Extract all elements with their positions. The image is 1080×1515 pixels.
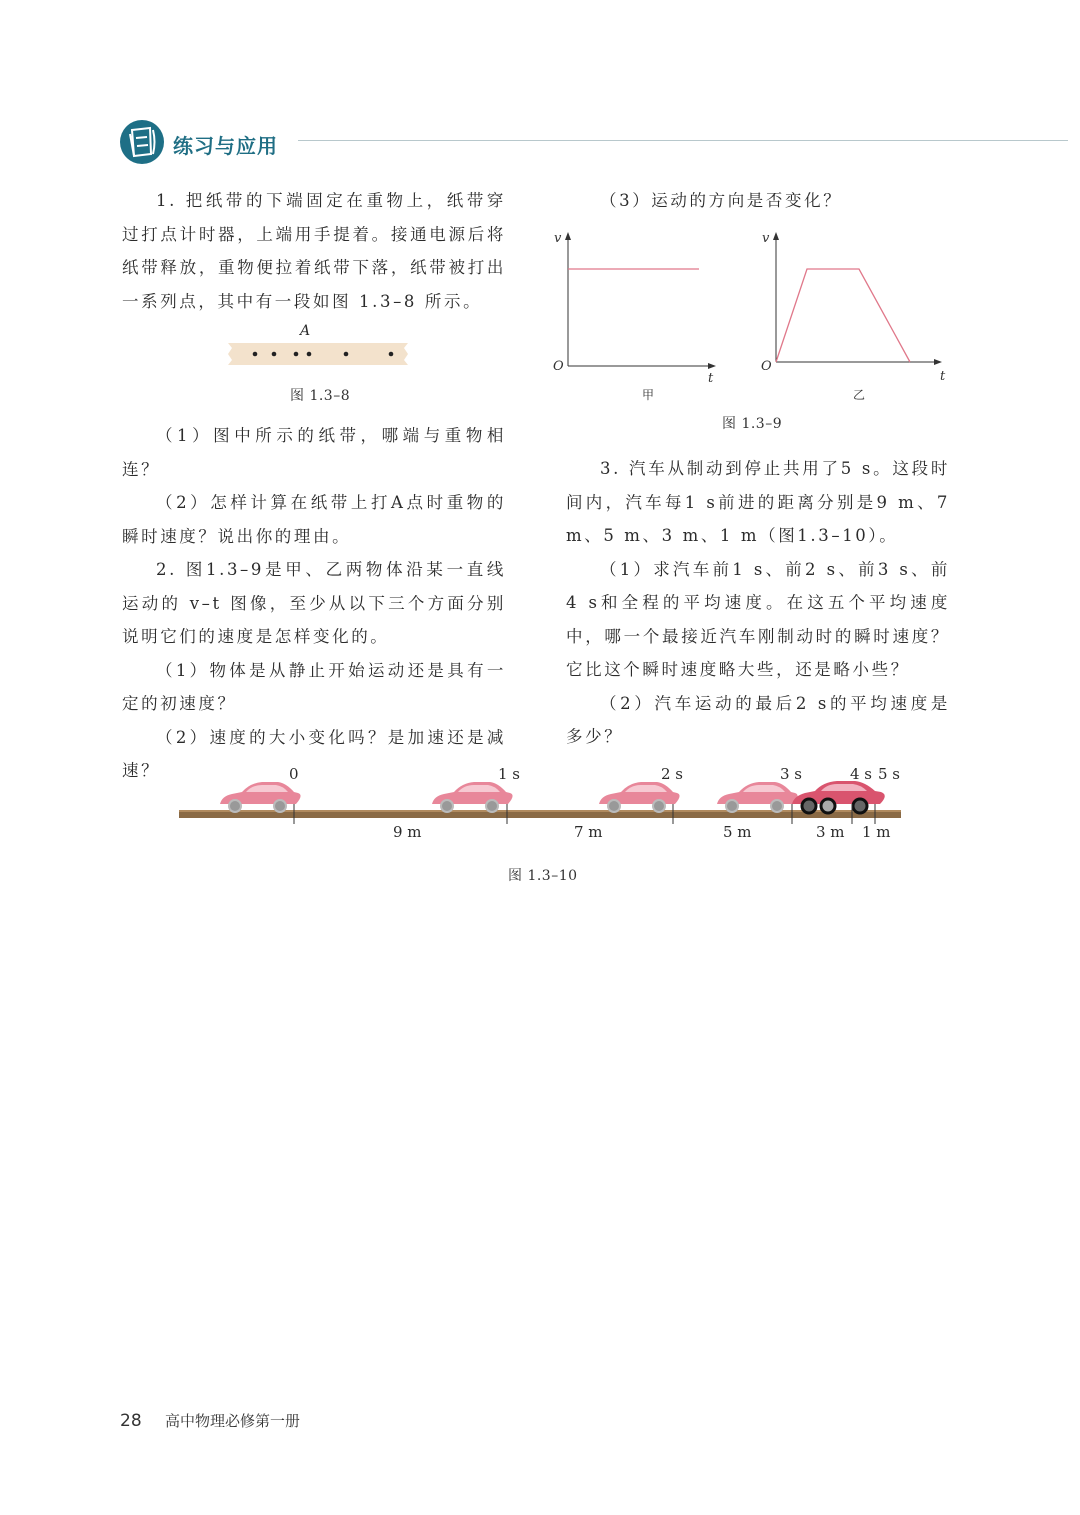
distance-label-3m: 3 m <box>816 823 845 841</box>
book-title: 高中物理必修第一册 <box>165 1412 301 1430</box>
graph-yi <box>760 228 950 392</box>
right-column-top <box>566 184 950 218</box>
tape-label-a: A <box>300 323 311 339</box>
time-label-0: 0 <box>289 765 299 783</box>
figure-1-3-10-caption: 图 1.3–10 <box>508 868 578 884</box>
exercise-book-icon <box>120 120 164 164</box>
svg-text:O: O <box>553 359 564 374</box>
question-3-text: 3. 汽车从制动到停止共用了5 s。这段时间内，汽车每1 s前进的距离分别是9 m、7 m、5 m、3 m、1 m（图1.3–10）。 <box>566 459 950 545</box>
question-2-sub-2: （2）速度的大小变化吗？是加速还是减速？ <box>122 727 506 780</box>
distance-label-7m: 7 m <box>574 823 603 841</box>
svg-text:t: t <box>708 371 714 386</box>
question-1-text: 1. 把纸带的下端固定在重物上，纸带穿过打点计时器，上端用手提着。接通电源后将纸带释放，重物便拉着纸带下落，纸带被打出一系列点，其中有一段如图 1.3–8 所示。 <box>122 191 506 311</box>
time-label-5s: 5 s <box>878 765 901 783</box>
distance-label-9m: 9 m <box>393 823 422 841</box>
figure-1-3-8-caption: 图 1.3–8 <box>290 388 351 404</box>
time-label-4s: 4 s <box>850 765 873 783</box>
left-column <box>122 184 506 318</box>
graph-jia-label: 甲 <box>642 388 655 402</box>
question-3-sub-2: （2）汽车运动的最后2 s的平均速度是多少？ <box>566 693 950 746</box>
time-label-1s: 1 s <box>498 765 521 783</box>
paper-tape-figure <box>228 343 408 365</box>
braking-car-figure <box>175 760 915 859</box>
svg-text:t: t <box>940 369 946 384</box>
question-3-sub-1: （1）求汽车前1 s、前2 s、前3 s、前4 s和全程的平均速度。在这五个平均速度中，哪一个最接近汽车刚制动时的瞬时速度？它比这个瞬时速度略大些，还是略小些？ <box>566 559 950 679</box>
time-label-2s: 2 s <box>661 765 684 783</box>
svg-text:v: v <box>554 231 562 246</box>
svg-text:O: O <box>761 359 772 374</box>
page-footer <box>120 1410 300 1431</box>
question-2-sub-3: （3）运动的方向是否变化？ <box>600 191 843 210</box>
question-2-sub-1: （1）物体是从静止开始运动还是具有一定的初速度？ <box>122 660 506 713</box>
distance-label-5m: 5 m <box>723 823 752 841</box>
graph-yi-label: 乙 <box>853 388 866 402</box>
section-header <box>118 118 1068 168</box>
section-title: 练习与应用 <box>173 134 278 158</box>
figure-1-3-9-caption: 图 1.3–9 <box>722 416 783 432</box>
distance-label-1m: 1 m <box>862 823 891 841</box>
time-label-3s: 3 s <box>780 765 803 783</box>
section-divider <box>298 140 1068 141</box>
svg-text:v: v <box>762 231 770 246</box>
graph-jia <box>550 228 730 392</box>
question-2-text: 2. 图1.3–9是甲、乙两物体沿某一直线运动的 v–t 图像，至少从以下三个方面分别说明它们的速度是怎样变化的。 <box>122 560 506 646</box>
question-1-sub-1: （1）图中所示的纸带，哪端与重物相连？ <box>122 426 506 479</box>
left-column-continued <box>122 419 506 788</box>
page-number: 28 <box>120 1411 142 1431</box>
right-column-bottom <box>566 452 950 754</box>
question-1-sub-2: （2）怎样计算在纸带上打A点时重物的瞬时速度？说出你的理由。 <box>122 493 506 546</box>
